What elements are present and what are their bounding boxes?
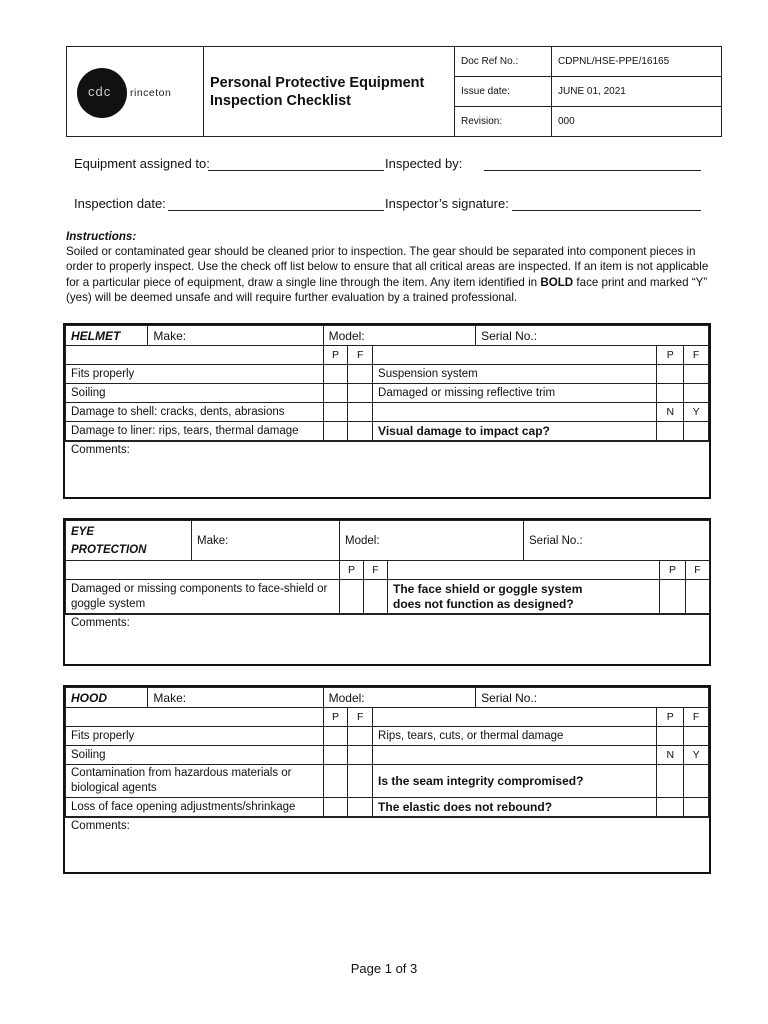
hood-checkbox[interactable] xyxy=(657,727,684,746)
hood-p-header-left: P xyxy=(323,708,348,727)
helmet-n-header: N xyxy=(657,403,684,422)
title-line-1: Personal Protective Equipment xyxy=(210,74,425,91)
inspection-date-field[interactable] xyxy=(168,210,384,211)
hood-item-empty xyxy=(373,746,657,765)
hood-comments-label: Comments: xyxy=(71,820,130,832)
eye-f-header-left: F xyxy=(364,561,388,580)
helmet-model-label[interactable]: Model: xyxy=(323,326,475,346)
hood-item: Loss of face opening adjustments/shrinkage xyxy=(66,798,324,817)
revision-label: Revision: xyxy=(455,107,552,137)
hood-checkbox[interactable] xyxy=(323,746,348,765)
logo-cell xyxy=(67,47,204,137)
hood-p-header-right: P xyxy=(657,708,684,727)
eye-p-header-right: P xyxy=(660,561,686,580)
hood-item: Soiling xyxy=(66,746,324,765)
equipment-assigned-label: Equipment assigned to: xyxy=(74,156,210,171)
helmet-checkbox[interactable] xyxy=(684,422,709,441)
helmet-p-header-right: P xyxy=(657,346,684,365)
helmet-bold-item: Visual damage to impact cap? xyxy=(373,422,657,441)
hood-item: Rips, tears, cuts, or thermal damage xyxy=(373,727,657,746)
logo-text: cdc xyxy=(88,83,112,99)
instructions-part-2: face print and marked “Y” (yes) will be deemed unsafe and will require further evaluation by a trained professional. xyxy=(66,275,708,304)
helmet-checkbox[interactable] xyxy=(323,365,348,384)
helmet-serial-label[interactable]: Serial No.: xyxy=(476,326,709,346)
eye-blank-header xyxy=(66,561,340,580)
helmet-f-header-right: F xyxy=(684,346,709,365)
helmet-item: Soiling xyxy=(66,384,324,403)
hood-checkbox[interactable] xyxy=(684,798,709,817)
helmet-checkbox[interactable] xyxy=(348,384,373,403)
inspector-signature-label: Inspector’s signature: xyxy=(385,196,509,211)
helmet-comments-label: Comments: xyxy=(71,444,130,456)
helmet-checkbox[interactable] xyxy=(348,422,373,441)
helmet-checkbox[interactable] xyxy=(684,365,709,384)
helmet-checkbox[interactable] xyxy=(323,403,348,422)
helmet-f-header-left: F xyxy=(348,346,373,365)
eye-bold-line-2: does not function as designed? xyxy=(393,596,574,611)
hood-item: Fits properly xyxy=(66,727,324,746)
hood-f-header-left: F xyxy=(348,708,373,727)
hood-blank-header xyxy=(66,708,324,727)
equipment-assigned-field[interactable] xyxy=(208,170,384,171)
eye-checkbox[interactable] xyxy=(660,580,686,614)
issue-date-label: Issue date: xyxy=(455,77,552,107)
hood-checkbox[interactable] xyxy=(348,746,373,765)
hood-item: Contamination from hazardous materials or biological agents xyxy=(66,765,324,798)
company-logo xyxy=(73,62,183,122)
logo-suffix: rinceton xyxy=(130,86,172,99)
helmet-item: Suspension system xyxy=(373,365,657,384)
helmet-comments[interactable] xyxy=(65,441,709,498)
helmet-checkbox[interactable] xyxy=(657,365,684,384)
hood-checkbox[interactable] xyxy=(657,798,684,817)
hood-comments[interactable] xyxy=(65,817,709,872)
hood-checkbox[interactable] xyxy=(348,798,373,817)
helmet-checkbox[interactable] xyxy=(348,365,373,384)
hood-checkbox[interactable] xyxy=(348,765,373,798)
eye-checkbox[interactable] xyxy=(340,580,364,614)
eye-protection-section xyxy=(63,518,711,666)
helmet-title: HELMET xyxy=(66,326,148,346)
instructions-text xyxy=(66,244,712,305)
hood-checkbox[interactable] xyxy=(684,727,709,746)
hood-bold-item: The elastic does not rebound? xyxy=(373,798,657,817)
eye-comments[interactable] xyxy=(65,614,709,668)
helmet-item: Damaged or missing reflective trim xyxy=(373,384,657,403)
title-line-2: Inspection Checklist xyxy=(210,92,352,109)
eye-p-header-left: P xyxy=(340,561,364,580)
inspected-by-label: Inspected by: xyxy=(385,156,463,171)
eye-bold-line-1: The face shield or goggle system xyxy=(393,581,583,596)
hood-model-label[interactable]: Model: xyxy=(323,688,475,708)
helmet-item: Damage to liner: rips, tears, thermal damage xyxy=(66,422,324,441)
helmet-section xyxy=(63,323,711,499)
hood-title: HOOD xyxy=(66,688,148,708)
hood-make-label[interactable]: Make: xyxy=(148,688,323,708)
eye-blank-header-right xyxy=(388,561,660,580)
eye-make-label[interactable]: Make: xyxy=(192,521,340,561)
eye-checkbox[interactable] xyxy=(686,580,710,614)
hood-f-header-right: F xyxy=(684,708,709,727)
helmet-item-empty xyxy=(373,403,657,422)
doc-ref-value: CDPNL/HSE-PPE/16165 xyxy=(552,47,722,77)
revision-value: 000 xyxy=(552,107,722,137)
hood-checkbox[interactable] xyxy=(657,765,684,798)
eye-checkbox[interactable] xyxy=(364,580,388,614)
instructions-title: Instructions: xyxy=(66,230,137,243)
hood-section xyxy=(63,685,711,874)
hood-serial-label[interactable]: Serial No.: xyxy=(476,688,709,708)
eye-title-line-2: PROTECTION xyxy=(71,543,147,556)
eye-comments-label: Comments: xyxy=(71,617,130,629)
eye-bold-item xyxy=(388,580,660,614)
helmet-item: Fits properly xyxy=(66,365,324,384)
helmet-p-header-left: P xyxy=(323,346,348,365)
hood-y-header: Y xyxy=(684,746,709,765)
page-number: Page 1 of 3 xyxy=(350,961,418,976)
hood-blank-header-right xyxy=(373,708,657,727)
eye-f-header-right: F xyxy=(686,561,710,580)
helmet-make-label[interactable]: Make: xyxy=(148,326,323,346)
hood-checkbox[interactable] xyxy=(348,727,373,746)
helmet-item: Damage to shell: cracks, dents, abrasions xyxy=(66,403,324,422)
doc-ref-label: Doc Ref No.: xyxy=(455,47,552,77)
helmet-blank-header xyxy=(66,346,324,365)
helmet-checkbox[interactable] xyxy=(657,422,684,441)
helmet-checkbox[interactable] xyxy=(657,384,684,403)
eye-item: Damaged or missing components to face-shield or goggle system xyxy=(66,580,340,614)
hood-n-header: N xyxy=(657,746,684,765)
helmet-checkbox[interactable] xyxy=(684,384,709,403)
helmet-checkbox[interactable] xyxy=(323,384,348,403)
helmet-checkbox[interactable] xyxy=(323,422,348,441)
eye-title xyxy=(66,521,192,561)
helmet-y-header: Y xyxy=(684,403,709,422)
hood-checkbox[interactable] xyxy=(323,727,348,746)
eye-title-line-1: EYE xyxy=(71,525,95,538)
document-header xyxy=(66,46,722,137)
issue-date-value: JUNE 01, 2021 xyxy=(552,77,722,107)
instructions-bold-word: BOLD xyxy=(540,275,574,289)
helmet-checkbox[interactable] xyxy=(348,403,373,422)
inspector-signature-field[interactable] xyxy=(512,210,701,211)
inspected-by-field[interactable] xyxy=(484,170,701,171)
hood-checkbox[interactable] xyxy=(323,765,348,798)
hood-bold-item: Is the seam integrity compromised? xyxy=(373,765,657,798)
eye-model-label[interactable]: Model: xyxy=(340,521,524,561)
instructions-part-1: Soiled or contaminated gear should be cleaned prior to inspection. The gear should be separated into component pieces in order to properly inspect. Use the check off list below to ensure that all critical areas are inspected. If an item is not applicable for a particular piece of equipment, draw a single line through the item. Any item identified in xyxy=(66,245,709,289)
inspection-date-label: Inspection date: xyxy=(74,196,166,211)
eye-serial-label[interactable]: Serial No.: xyxy=(524,521,710,561)
hood-checkbox[interactable] xyxy=(684,765,709,798)
helmet-blank-header-right xyxy=(373,346,657,365)
document-title xyxy=(204,47,455,137)
instructions xyxy=(66,229,712,305)
hood-checkbox[interactable] xyxy=(323,798,348,817)
